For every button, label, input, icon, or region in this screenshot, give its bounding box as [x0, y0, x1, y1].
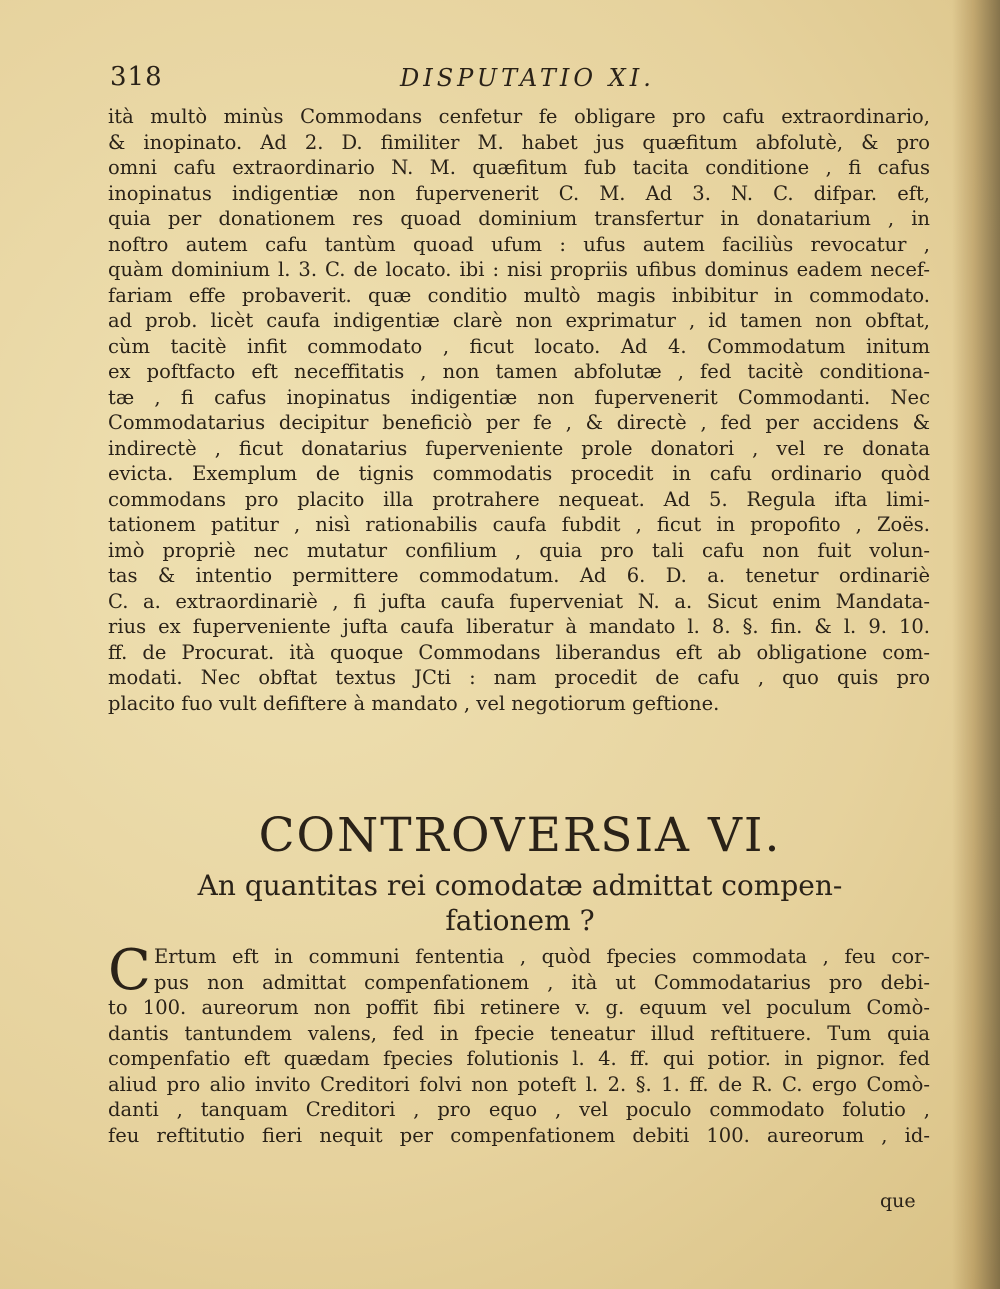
- text-line: noftro autem cafu tantùm quoad ufum : ufus autem faciliùs revocatur ,: [108, 232, 930, 256]
- text-line: dantis tantundem valens, fed in fpecie teneatur illud reftituere. Tum quia: [108, 1021, 930, 1045]
- text-line: tæ , fi cafus inopinatus indigentiæ non fupervenerit Commodanti. Nec: [108, 385, 930, 409]
- text-line: C. a. extraordinariè , fi jufta caufa fuperveniat N. a. Sicut enim Mandata-: [108, 589, 930, 613]
- text-line: & inopinato. Ad 2. D. fimiliter M. habet jus quæfitum abfolutè, & pro: [108, 130, 930, 154]
- text-line: aliud pro alio invito Creditori folvi non poteft l. 2. §. 1. ff. de R. C. ergo Comò-: [108, 1072, 930, 1096]
- text-line: feu reftitutio fieri nequit per compenfationem debiti 100. aureorum , id-: [108, 1123, 930, 1147]
- text-line: Ertum eft in communi fententia , quòd fpecies commodata , feu cor-: [154, 945, 930, 968]
- running-head: DISPUTATIO XI.: [400, 64, 655, 92]
- text-line: cùm tacitè infit commodato , ficut locato. Ad 4. Commodatum initum: [108, 334, 930, 358]
- text-line: ad prob. licèt caufa indigentiæ clarè non exprimatur , id tamen non obftat,: [108, 309, 930, 332]
- text-line: imò propriè nec mutatur confilium , quia pro tali cafu non fuit volun-: [108, 538, 930, 562]
- text-line: danti , tanquam Creditori , pro equo , vel poculo commodato folutio ,: [108, 1098, 930, 1121]
- text-line: ff. de Procurat. ità quoque Commodans liberandus eft ab obligatione com-: [108, 640, 930, 664]
- section-heading: CONTROVERSIA VI.: [258, 808, 782, 863]
- text-line: quia per donationem res quoad dominium transfertur in donatarium , in: [108, 207, 930, 230]
- text-line: ità multò minùs Commodans cenfetur fe obligare pro cafu extraordinario,: [108, 105, 930, 128]
- text-line: rius ex fuperveniente jufta caufa liberatur à mandato l. 8. §. fin. & l. 9. 10.: [108, 615, 930, 638]
- book-spine-shadow: [952, 0, 1000, 1289]
- page-header: [110, 62, 930, 102]
- text-line: modati. Nec obftat textus JCti : nam procedit de cafu , quo quis pro: [108, 666, 930, 689]
- text-line: inopinatus indigentiæ non fupervenerit C. M. Ad 3. N. C. difpar. eft,: [108, 181, 930, 205]
- text-line: evicta. Exemplum de tignis commodatis procedit in cafu ordinario quòd: [108, 462, 930, 485]
- text-line: tationem patitur , nisì rationabilis caufa fubdit , ficut in propofito , Zoës.: [108, 513, 930, 536]
- drop-cap: C: [108, 938, 151, 1003]
- page-number: 318: [110, 62, 163, 92]
- text-line: ex poftfacto eft neceffitatis , non tamen abfolutæ , fed tacitè conditiona-: [108, 360, 930, 383]
- question-line: fationem ?: [445, 904, 595, 937]
- text-line: pus non admittat compenfationem , ità ut Commodatarius pro debi-: [154, 970, 930, 994]
- paragraph-1: [108, 104, 930, 716]
- question-line: An quantitas rei comodatæ admittat compen-: [197, 869, 843, 902]
- text-line: commodans pro placito illa protrahere nequeat. Ad 5. Regula ifta limi-: [108, 487, 930, 511]
- text-line: to 100. aureorum non poffit fibi retinere v. g. equum vel poculum Comò-: [108, 996, 930, 1019]
- text-line: quàm dominium l. 3. C. de locato. ibi : nisi propriis ufibus dominus eadem necef-: [108, 258, 930, 281]
- section-question: [110, 868, 930, 938]
- text-line: omni cafu extraordinario N. M. quæfitum fub tacita conditione , fi cafus: [108, 156, 930, 179]
- text-line: compenfatio eft quædam fpecies folutionis l. 4. ff. qui potior. in pignor. fed: [108, 1047, 930, 1070]
- paragraph-2: [108, 938, 930, 1148]
- text-line: tas & intentio permittere commodatum. Ad 6. D. a. tenetur ordinariè: [108, 564, 930, 587]
- text-line: Commodatarius decipitur beneficiò per fe , & directè , fed per accidens &: [108, 411, 930, 434]
- text-line: placito fuo vult defiftere à mandato , vel negotiorum geftione.: [108, 691, 720, 715]
- text-line: fariam effe probaverit. quæ conditio multò magis inbibitur in commodato.: [108, 283, 930, 307]
- catchword: que: [880, 1190, 916, 1212]
- text-line: indirectè , ficut donatarius fuperveniente prole donatori , vel re donata: [108, 436, 930, 460]
